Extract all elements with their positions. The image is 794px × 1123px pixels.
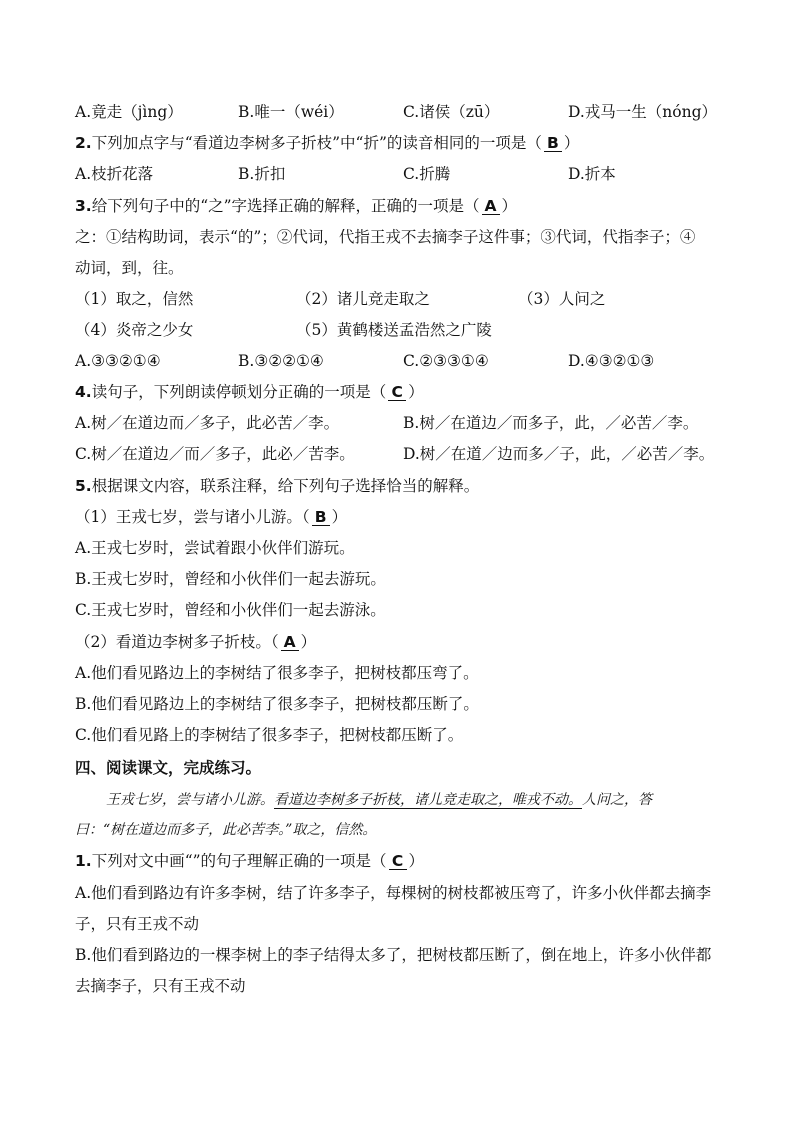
- q1-option-b: B.唯一（wéi）: [238, 103, 344, 121]
- q3-answer: A: [482, 198, 500, 215]
- reading-q1-option-a-line2: 子，只有王戎不动: [75, 915, 200, 933]
- q2-option-b: B.折扣: [238, 165, 286, 183]
- q4-option-a: A.树／在道边而／多子，此必苦／李。: [75, 414, 340, 432]
- q2-bracket-close: ）: [563, 134, 580, 152]
- reading-q1-number: 1.: [75, 852, 92, 870]
- q5-number: 5.: [75, 477, 92, 495]
- q3-sentence-5: （5）黄鹤楼送孟浩然之广陵: [296, 321, 492, 339]
- q5-1-text: （1）王戎七岁，尝与诸小儿游。（: [75, 508, 310, 526]
- reading-q1-bracket-close: ）: [408, 852, 425, 870]
- q4-option-c: C.树／在道边／而／多子，此必／苦李。: [75, 445, 355, 463]
- q5-1-option-b: B.王戎七岁时，曾经和小伙伴们一起去游玩。: [75, 570, 386, 588]
- q4-number: 4.: [75, 383, 92, 401]
- q4-text: 读句子，下列朗读停顿划分正确的一项是（: [91, 383, 387, 401]
- q5-1-answer: B: [312, 509, 330, 526]
- q2-number: 2.: [75, 134, 92, 152]
- q5-2-text: （2）看道边李树多子折枝。（: [75, 633, 279, 651]
- q1-option-a: A.竟走（jìng）: [75, 103, 183, 121]
- q3-text: 给下列句子中的“之”字选择正确的解释，正确的一项是（: [91, 197, 480, 215]
- reading-q1-text: 下列对文中画“”的句子理解正确的一项是（: [91, 852, 387, 870]
- q2-option-c: C.折腾: [403, 165, 451, 183]
- q3-option-c: C.②③③①④: [403, 352, 489, 370]
- q5-1-option-a: A.王戎七岁时，尝试着跟小伙伴们游玩。: [75, 539, 355, 557]
- passage-line-2: 曰：“树在道边而多子，此必苦李。”取之，信然。: [75, 822, 377, 838]
- q5-2-option-b: B.他们看见路边上的李树结了很多李子，把树枝都压断了。: [75, 695, 479, 713]
- q3-sentence-4: （4）炎帝之少女: [75, 321, 194, 339]
- q4-question: [75, 382, 424, 402]
- q2-text: 下列加点字与“看道边李树多子折枝”中“折”的读音相同的一项是（: [91, 134, 542, 152]
- q5-text: 根据课文内容，联系注释，给下列句子选择恰当的解释。: [91, 477, 480, 495]
- q5-1-option-c: C.王戎七岁时，曾经和小伙伴们一起去游泳。: [75, 601, 386, 619]
- reading-q1-answer: C: [389, 853, 407, 870]
- q5-1-bracket-close: ）: [331, 508, 348, 526]
- q2-question: [75, 133, 579, 153]
- q4-bracket-close: ）: [408, 383, 424, 401]
- reading-q1-option-b-line1: B.他们看到路边的一棵李树上的李子结得太多了，把树枝都压断了，倒在地上，许多小伙伴都: [75, 946, 712, 964]
- reading-q1-question: [75, 851, 424, 871]
- q3-option-b: B.③②②①④: [238, 352, 324, 370]
- q4-answer: C: [388, 384, 406, 401]
- q3-option-d: D.④③②①③: [568, 352, 655, 370]
- passage-text-b: 人问之，答: [582, 792, 652, 808]
- q5-question: [75, 476, 479, 496]
- q5-2-answer: A: [281, 634, 299, 651]
- q3-bracket-close: ）: [501, 197, 518, 215]
- q4-option-b: B.树／在道边／而多子，此，／必苦／李。: [403, 414, 699, 432]
- q5-2-bracket-close: ）: [300, 633, 317, 651]
- q3-sentence-2: （2）诸儿竞走取之: [296, 290, 430, 308]
- q2-option-a: A.枝折花落: [75, 165, 154, 183]
- section-four-title: 四、阅读课文，完成练习。: [75, 759, 262, 777]
- q3-sentence-1: （1）取之，信然: [75, 290, 194, 308]
- passage-text-a: 王戎七岁，尝与诸小儿游。: [106, 792, 274, 808]
- q3-number: 3.: [75, 197, 92, 215]
- passage-underlined-sentence: 看道边李树多子折枝，诸儿竞走取之，唯戎不动。: [274, 792, 582, 808]
- q5-2-question: [75, 632, 316, 652]
- q5-2-option-c: C.他们看见路上的李树结了很多李子，把树枝都压断了。: [75, 726, 464, 744]
- passage-line-1: [106, 790, 652, 810]
- q5-2-option-a: A.他们看见路边上的李树结了很多李子，把树枝都压弯了。: [75, 664, 479, 682]
- q3-definitions-line2: 动词，到，往。: [75, 259, 184, 277]
- q2-option-d: D.折本: [568, 165, 616, 183]
- q2-answer: B: [544, 135, 562, 152]
- q3-sentence-3: （3）人问之: [518, 290, 606, 308]
- q1-option-c: C.诸侯（zū）: [403, 103, 500, 121]
- q1-option-d: D.戎马一生（nóng）: [568, 103, 718, 121]
- reading-q1-option-b-line2: 去摘李子，只有王戎不动: [75, 977, 246, 995]
- q3-question: [75, 196, 517, 216]
- q5-1-question: [75, 507, 347, 527]
- q4-option-d: D.树／在道／边而多／子，此，／必苦／李。: [403, 445, 715, 463]
- reading-q1-option-a-line1: A.他们看到路边有许多李树，结了许多李子，每棵树的树枝都被压弯了，许多小伙伴都去摘李: [75, 884, 712, 902]
- q3-option-a: A.③③②①④: [75, 352, 161, 370]
- q3-definitions-line1: 之：①结构助词，表示“的”；②代词，代指王戎不去摘李子这件事；③代词，代指李子；④: [75, 228, 696, 246]
